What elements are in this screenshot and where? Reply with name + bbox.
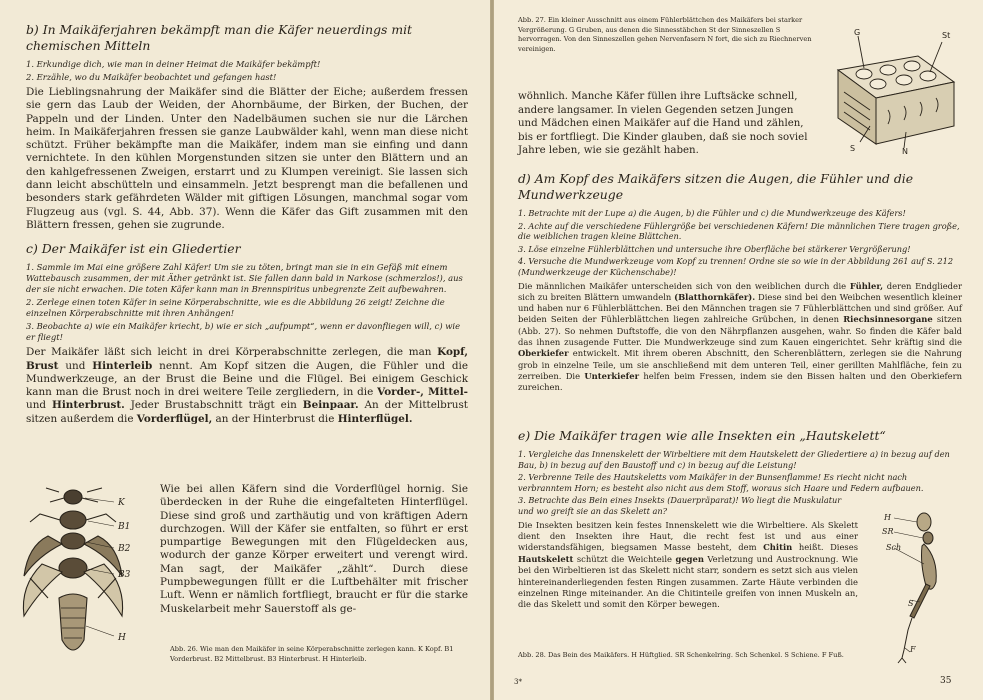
task-item: 2. Zerlege einen toten Käfer in seine Körperabschnitte, wie es die Abbildung 26 zeigt! Zeichne die einzelnen Körperabschnitte mit ihren Anhängen!: [26, 297, 445, 319]
task-item: 3. Löse einzelne Fühlerblättchen und untersuche ihre Oberfläche bei stärkerer Vergrößerung!: [518, 243, 911, 254]
task-item: 1. Vergleiche das Innenskelett der Wirbeltiere mit dem Hautskelett der Gliedertiere a) in bezug auf den Bau, b) in bezug auf den Baustoff und c) in bezug auf die Leistung!: [518, 449, 950, 470]
text-run: Jeder Brustabschnitt trägt ein: [124, 399, 303, 412]
text-run: Die männlichen Maikäfer unterscheiden sich von den weiblichen durch die: [518, 280, 850, 291]
bold-term: Fühler,: [849, 280, 884, 291]
label-k: K: [118, 498, 125, 508]
section-c-paragraph: [26, 346, 468, 426]
beetle-figure: [18, 486, 158, 666]
section-c-paragraph-2: Wie bei allen Käfern sind die Vorderflügel hornig. Sie überdecken in der Ruhe die eingefalteten Hinterflügel. Diese sind groß und zarthäutig und von kräftigen Adern durchzogen. Will der Käfer sie entfalten, so führt er erst pumpartige Bewegungen mit den Flügeldecken aus, wodurch der ganze Körper erweitert und verengt wird. Man sagt, der Maikäfer „zählt“. Durch diese Pumpbewegungen füllt er die Luftbehälter mit frischer Luft. Wenn er nämlich fortfliegt, braucht er für die starke Muskelarbeit mehr Sauerstoff als ge-: [160, 483, 468, 615]
continuation-line: und Mädchen einen Maikäfer auf die Hand und zählen,: [518, 118, 804, 130]
section-c-heading: c) Der Maikäfer ist ein Gliedertier: [26, 241, 241, 257]
task-item: 1. Sammle im Mai eine größere Zahl Käfer! Um sie zu töten, bringt man sie in ein Gefäß mit einem Wattebausch zusammen, der mit Äther getränkt ist. Sie fallen dann bald in Narkose (schmerzlos!), aus der sie nicht erwachen. Die toten Käfer kann man in Brennspiritus unbegrenzte Zeit aufbewahren.: [26, 262, 463, 295]
task-item: 3. Beobachte a) wie ein Maikäfer kriecht, b) wie er sich „aufpumpt“, wenn er davonfliegen will, c) wie er fliegt!: [26, 321, 461, 343]
label-b2: B2: [118, 544, 131, 554]
bold-term: gegen: [675, 553, 704, 564]
section-e-heading: e) Die Maikäfer tragen wie alle Insekten ein „Hautskelett“: [518, 428, 886, 443]
task-item: 1. Erkundige dich, wie man in deiner Heimat die Maikäfer bekämpft!: [26, 59, 321, 69]
figure-28-caption: Abb. 28. Das Bein des Maikäfers. H Hüftglied. SR Schenkelring. Sch Schenkel. S Schiene. F Fuß.: [518, 651, 844, 659]
label-s: S: [850, 144, 856, 153]
bold-term: Unterkiefer: [584, 370, 640, 381]
text-run: deren Endglieder sich zu breiten Blättern umwandeln: [518, 280, 962, 302]
bold-term: Beinpaar.: [302, 399, 359, 412]
text-run: Die Insekten besitzen kein festes Innenskelett wie die Wirbeltiere. Als Skelett dient den Insekten ihre Haut, die recht fest ist und aus einer widerstandsfähigen, biegsamen Masse besteht, dem: [518, 519, 858, 553]
text-run: sitzen (Abb. 27). So nehmen Duftstoffe, die von den Nährpflanzen ausgehen, wahr. So finden die Käfer bald das ihnen zusagende Futter. Die Mundwerkzeuge sind zum Kauen eingerichtet. Sehr kräftig sind die: [518, 314, 962, 348]
section-b-paragraph: Die Lieblingsnahrung der Maikäfer sind die Blätter der Eiche; außerdem fressen sie gern das Laub der Weiden, der Ahornbäume, der Birken, der Buchen, der Pappeln und der Linden. Unter den Nadelbäumen suchen sie nur die Lärchen heim. In Maikäferjahren fressen sie ganze Laubwälder kahl, wenn man diese nicht schützt. Früher bekämpfte man die Maikäfer, indem man sie einfing und dann vernichtete. In den kühlen Morgenstunden sitzen sie unter den Blättern und an den kahlgefressenen Zweigen, erstarrt und zu Klumpen vereinigt. Sie lassen sich dann leicht abschütteln und einsammeln. Jetzt besprengt man die befallenen und besonders stark gefährdeten Wälder mit giftigen Lösungen, manchmal sogar vom Flugzeug aus (vgl. S. 44, Abb. 37). Wenn die Käfer das Gift zusammen mit den Blättern fressen, gehen sie zugrunde.: [26, 86, 468, 231]
continuation-line: wöhnlich. Manche Käfer füllen ihre Luftsäcke schnell,: [518, 91, 798, 102]
section-d-paragraph: [518, 281, 962, 394]
text-run: schützt die Weichteile: [573, 553, 676, 564]
bold-term: Chitin: [763, 542, 793, 553]
section-d-heading: d) Am Kopf des Maikäfers sitzen die Augen, die Fühler und die Mundwerkzeuge: [518, 171, 914, 202]
bold-term: (Blatthornkäfer).: [674, 291, 756, 302]
section-e-paragraph: [518, 520, 858, 611]
section-d: [518, 171, 962, 394]
label-sr: SR: [882, 527, 894, 536]
bold-term: Hautskelett: [518, 553, 574, 564]
figure-27-caption: Abb. 27. Ein kleiner Ausschnitt aus einem Fühlerblättchen des Maikäfers bei starker Vergrößerung. G Gruben, aus denen die Sinnesstäbchen St der Sinneszellen S hervorragen. Von den Sinneszellen gehen Nervenfasern N fort, die sich zu Riechnerven vereinigen.: [518, 16, 812, 53]
text-run: und: [26, 399, 52, 412]
task-item: 1. Betrachte mit der Lupe a) die Augen, b) die Fühler und c) die Mundwerkzeuge des Käfers!: [518, 208, 906, 218]
label-h: H: [884, 513, 891, 522]
signature-mark: 3*: [514, 678, 522, 686]
figure-26-caption: Abb. 26. Wie man den Maikäfer in seine Körperabschnitte zerlegen kann. K Kopf. B1 Vorderbrust. B2 Mittelbrust. B3 Hinterbrust. H Hinterleib.: [170, 645, 454, 663]
text-run: An der Mittelbrust sitzen außerdem die: [26, 399, 468, 425]
task-item: 2. Erzähle, wo du Maikäfer beobachtet und gefangen hast!: [26, 72, 277, 82]
continuation-line: andere langsamer. In vielen Gegenden setzen Jungen: [518, 104, 794, 116]
text-run: entwickelt. Mit ihrem oberen Abschnitt, den Scherenblättern, zerlegen sie die Nahrung grob in einzelne Teile, um sie anschließend mit dem unteren Teil, einer gerillten Mahlfläche, fein zu zerreiben. Die: [518, 348, 962, 381]
text-run: helfen beim Fressen, indem sie den Bissen halten und den Oberkiefern zureichen.: [518, 370, 962, 393]
label-g: G: [854, 28, 861, 37]
label-b1: B1: [118, 522, 131, 532]
bold-term: Vorderflügel,: [136, 412, 213, 425]
right-page: [494, 0, 983, 700]
page-number: 35: [940, 676, 952, 686]
task-item: 3. Betrachte das Bein eines Insekts (Dauerpräparat)! Wo liegt die Muskulatur und wo greift sie an das Skelett an?: [518, 495, 842, 516]
text-run: heißt. Dieses: [792, 542, 858, 553]
text-run: Verletzung und Austrocknung. Wie bei den Wirbeltieren ist das Skelett nicht starr, sondern es setzt sich aus vielen hintereinanderliegenden festen Ringen zusammen. Zarte Häute verbinden die einzelnen Ringe miteinander. An die Chitinteile greifen von innen Muskeln an, die das Skelett und somit den Körper bewegen.: [518, 553, 858, 610]
bold-term: Hinterleib: [92, 359, 153, 372]
bold-term: Oberkiefer: [518, 348, 569, 359]
label-b3: B3: [118, 570, 131, 580]
beetle-leg-illustration: [880, 508, 962, 668]
continuation-paragraph: [518, 90, 828, 158]
task-item: 2. Verbrenne Teile des Hautskeletts vom Maikäfer in der Bunsenflamme! Es riecht nicht nach verbranntem Horn; es besteht also nicht aus dem Stoff, woraus sich Haare und Federn aufbauen.: [518, 472, 924, 493]
continuation-line: Jahre leben, wie sie gezählt haben.: [518, 145, 699, 157]
antenna-leaf-figure: [830, 26, 960, 154]
task-item: 4. Versuche die Mundwerkzeuge vom Kopf zu trennen! Ordne sie so wie in der Abbildung 261 auf S. 212 (Mundwerkzeuge der Küchenschabe)!: [518, 256, 954, 277]
task-item: 2. Achte auf die verschiedene Fühlergröße bei verschiedenen Käfern! Die männlichen Tiere tragen große, die weiblichen tragen kleine Blättchen.: [518, 220, 960, 242]
antenna-section-illustration: [830, 26, 960, 154]
beetle-illustration: [18, 486, 158, 666]
text-run: und: [58, 359, 93, 372]
bold-term: Hinterbrust.: [52, 399, 125, 412]
label-sch: Sch: [886, 543, 902, 552]
left-page: [0, 0, 490, 700]
text-run: nennt. Am Kopf sitzen die Augen, die Fühler und die Mundwerkzeuge, an der Brust die Beine und die Flügel. Bei einigem Geschick kann man die Brust noch in drei weitere Teile zergliedern, in die: [26, 359, 468, 399]
leg-figure: [880, 508, 962, 668]
bold-term: Kopf, Brust: [26, 346, 468, 372]
bold-term: Hinterflügel.: [337, 412, 413, 425]
bold-term: Riechsinnesorgane: [843, 314, 933, 325]
label-s: S: [908, 599, 914, 608]
label-st: St: [942, 31, 951, 40]
section-b-heading: b) In Maikäferjahren bekämpft man die Käfer neuerdings mit chemischen Mitteln: [26, 22, 413, 53]
text-run: Diese sind bei den Weibchen wesentlich kleiner und haben nur 6 Fühlerblättchen. Bei den Männchen tragen sie 7 Fühlerblättchen und sind größer. Auf beiden Seiten der Fühlerblättchen liegen zahlreiche Grübchen, in denen: [518, 291, 962, 325]
label-f: F: [910, 645, 916, 654]
text-run: an der Hinterbrust die: [212, 412, 338, 425]
label-n: N: [902, 147, 908, 154]
label-h: H: [118, 633, 126, 643]
bold-term: Vorder-, Mittel-: [377, 386, 468, 399]
continuation-line: bis er fortfliegt. Die Kinder glauben, daß sie noch soviel: [518, 131, 808, 143]
text-run: Der Maikäfer läßt sich leicht in drei Körperabschnitte zerlegen, die man: [26, 346, 438, 359]
